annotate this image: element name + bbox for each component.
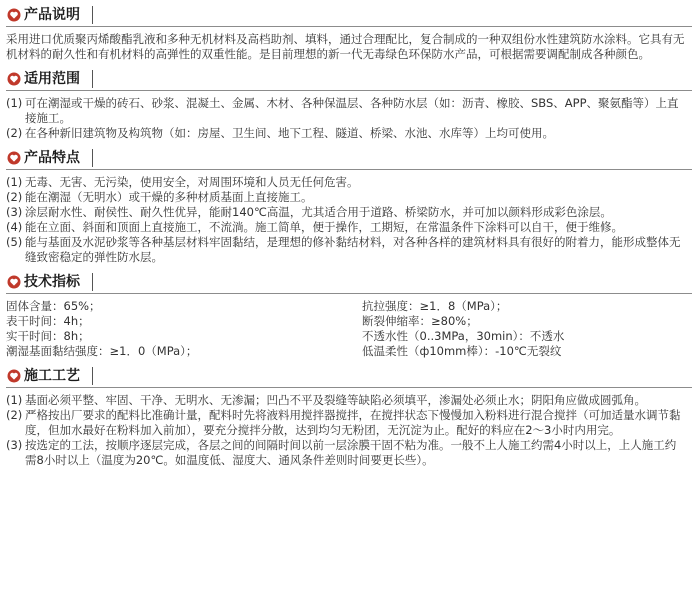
section-specs	[6, 271, 692, 359]
list-item-number: (1)	[6, 393, 23, 407]
list-item	[6, 235, 692, 265]
section-heading	[6, 68, 692, 91]
description-paragraph: 采用进口优质聚丙烯酸酯乳液和多种无机材料及高档助剂、填料，通过合理配比，复合制成的一种双组份水性建筑防水涂料。它具有无机材料的耐久性和有机材料的高弹性的双重性能。是目前理想的新一代无毒绿色环保防水产品，可根据需要调配制成各种颜色。	[6, 32, 685, 61]
list-item	[6, 190, 692, 205]
spec-cell: 潮湿基面黏结强度：≥1．0（MPa）；	[6, 344, 198, 358]
list-item-number: (5)	[6, 235, 23, 249]
list-item-text: 能在立面、斜面和顶面上直接施工，不流淌。施工简单，便于操作，工期短，在常温条件下涂料可以自干，便于维修。	[25, 220, 623, 234]
process-list	[6, 393, 692, 468]
spec-cell: 固体含量：65%；	[6, 299, 101, 313]
section-features	[6, 147, 692, 265]
spec-cell: 实干时间：8h；	[6, 329, 90, 343]
list-item	[6, 220, 692, 235]
list-item-text: 涂层耐水性、耐侯性、耐久性优异，能耐140℃高温，尤其适合用于道路、桥梁防水，并可加以颜料形成彩色涂层。	[25, 205, 612, 219]
list-item-text: 可在潮湿或干燥的砖石、砂浆、混凝土、金属、木材、各种保温层、各种防水层（如：沥青、橡胶、SBS、APP、聚氨酯等）上直接施工。	[25, 96, 679, 125]
list-item	[6, 126, 692, 141]
list-item-text: 按选定的工法，按顺序逐层完成，各层之间的间隔时间以前一层涂膜干固不粘为准。一般不上人施工约需4小时以上，上人施工约需8小时以上（温度为20℃。如温度低、湿度大、通风条件差则时间要更长些）。	[25, 438, 677, 467]
spec-cell: 低温柔性（ф10mm棒）：-10℃无裂纹	[362, 344, 562, 358]
list-item	[6, 175, 692, 190]
list-item-number: (2)	[6, 190, 23, 204]
section-process	[6, 365, 692, 468]
section-scope	[6, 68, 692, 141]
list-item-text: 无毒、无害、无污染，使用安全，对周围环境和人员无任何危害。	[25, 175, 359, 189]
list-item-text: 在各种新旧建筑物及构筑物（如：房屋、卫生间、地下工程、隧道、桥梁、水池、水库等）上均可使用。	[25, 126, 554, 140]
heading-divider	[92, 273, 93, 291]
list-item	[6, 408, 692, 438]
list-item-number: (4)	[6, 220, 23, 234]
section-description	[6, 4, 692, 62]
spec-cell: 表干时间：4h；	[6, 314, 90, 328]
section-heading	[6, 365, 692, 388]
heart-badge-icon	[7, 275, 21, 289]
list-item	[6, 393, 692, 408]
heading-divider	[92, 367, 93, 385]
heart-badge-icon	[7, 8, 21, 22]
section-title: 施工工艺	[24, 368, 80, 384]
heading-divider	[92, 70, 93, 88]
heart-badge-icon	[7, 151, 21, 165]
list-item-number: (2)	[6, 408, 23, 422]
list-item-number: (3)	[6, 205, 23, 219]
section-title: 产品特点	[24, 150, 80, 166]
list-item-text: 严格按出厂要求的配料比准确计量，配料时先将液料用搅拌器搅拌，在搅拌状态下慢慢加入粉料进行混合搅拌（可加适量水调节黏度，但加水最好在粉料加入前加），要充分搅拌分散，达到均匀无粉团，无沉淀为止。配好的料应在2～3小时内用完。	[25, 408, 681, 437]
heading-divider	[92, 149, 93, 167]
list-item-text: 能在潮湿（无明水）或干燥的多种材质基面上直接施工。	[25, 190, 313, 204]
section-title: 产品说明	[24, 7, 80, 23]
spec-table	[6, 299, 692, 359]
list-item	[6, 205, 692, 220]
list-item-text: 基面必须平整、牢固、干净、无明水、无渗漏；凹凸不平及裂缝等缺陷必须填平，渗漏处必须止水；阴阳角应做成圆弧角。	[25, 393, 646, 407]
spec-cell: 断裂伸缩率：≥80%；	[362, 314, 478, 328]
list-item	[6, 438, 692, 468]
section-heading	[6, 147, 692, 170]
heart-badge-icon	[7, 72, 21, 86]
section-heading	[6, 271, 692, 294]
section-title: 适用范围	[24, 71, 80, 87]
list-item-number: (1)	[6, 175, 23, 189]
list-item-text: 能与基面及水泥砂浆等各种基层材料牢固黏结，是理想的修补黏结材料，对各种各样的建筑材料具有很好的附着力，能形成整体无缝致密稳定的弹性防水层。	[25, 235, 681, 264]
section-title: 技术指标	[24, 274, 80, 290]
heart-badge-icon	[7, 369, 21, 383]
spec-cell: 抗拉强度：≥1．8（MPa）；	[362, 299, 508, 313]
scope-list	[6, 96, 692, 141]
list-item-number: (3)	[6, 438, 23, 452]
list-item-number: (1)	[6, 96, 23, 110]
list-item-number: (2)	[6, 126, 23, 140]
section-heading	[6, 4, 692, 27]
heading-divider	[92, 6, 93, 24]
list-item	[6, 96, 692, 126]
spec-cell: 不透水性（0..3MPa，30min）：不透水	[362, 329, 565, 343]
features-list	[6, 175, 692, 265]
